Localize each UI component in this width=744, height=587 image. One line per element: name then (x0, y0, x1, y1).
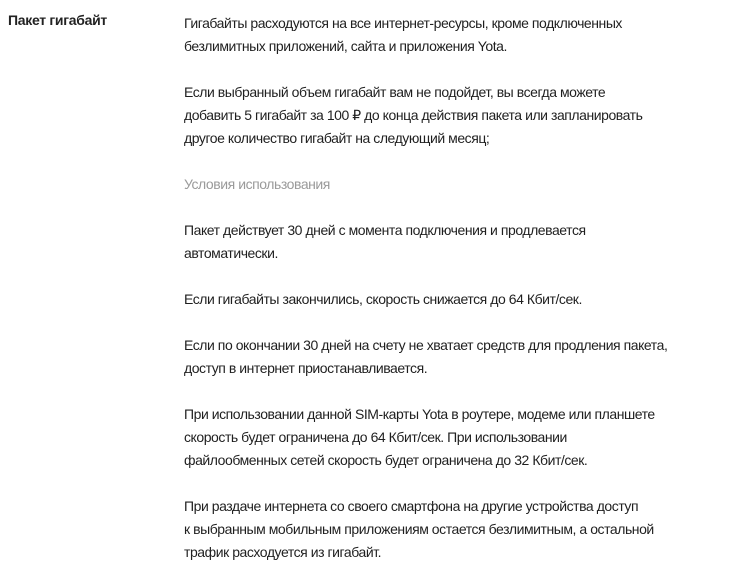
text-line: Если по окончании 30 дней на счету не хватает средств для продления пакета, (184, 337, 668, 353)
text-line: Условия использования (184, 176, 330, 192)
text-line: трафик расходуется из гигабайт. (184, 544, 382, 560)
text-line: безлимитных приложений, сайта и приложения Yota. (184, 38, 507, 54)
text-line: файлообменных сетей скорость будет ограничена до 32 Кбит/сек. (184, 452, 588, 468)
paragraph (184, 219, 744, 265)
text-line: автоматически. (184, 245, 278, 261)
text-line: к выбранным мобильным приложениям остается безлимитным, а остальной (184, 521, 654, 537)
text-line: скорость будет ограничена до 64 Кбит/сек. При использовании (184, 429, 567, 445)
text-line: Пакет действует 30 дней с момента подключения и продлевается (184, 222, 586, 238)
text-line: Гигабайты расходуются на все интернет-ресурсы, кроме подключенных (184, 15, 622, 31)
section-label: Пакет гигабайт (8, 12, 107, 28)
section-content (184, 12, 744, 587)
text-line: При использовании данной SIM-карты Yota в роутере, модеме или планшете (184, 406, 655, 422)
paragraph (184, 495, 744, 564)
paragraph (184, 81, 744, 150)
paragraph (184, 12, 744, 58)
text-line: доступ в интернет приостанавливается. (184, 360, 428, 376)
paragraph (184, 403, 744, 472)
text-line: Если выбранный объем гигабайт вам не подойдет, вы всегда можете (184, 84, 606, 100)
text-line: Если гигабайты закончились, скорость снижается до 64 Кбит/сек. (184, 291, 582, 307)
text-line: добавить 5 гигабайт за 100 ₽ до конца действия пакета или запланировать (184, 107, 643, 123)
text-line: При раздаче интернета со своего смартфона на другие устройства доступ (184, 498, 639, 514)
text-line: другое количество гигабайт на следующий месяц; (184, 130, 490, 146)
paragraph (184, 288, 744, 311)
paragraph (184, 334, 744, 380)
subheading-usage-terms (184, 173, 744, 196)
